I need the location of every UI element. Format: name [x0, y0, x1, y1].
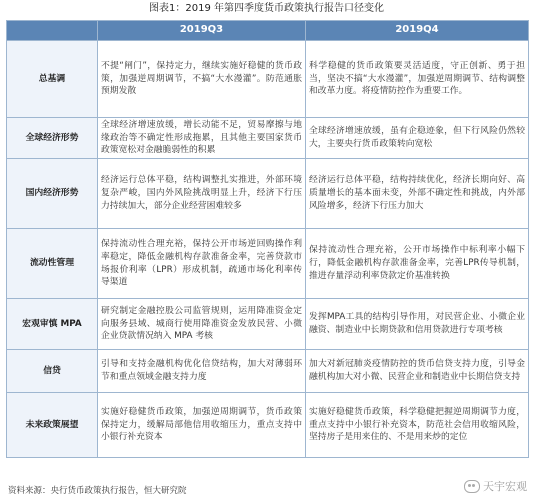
source-note: 资料来源：央行货币政策执行报告，恒大研究院: [8, 486, 187, 496]
header-blank: [7, 21, 98, 41]
table-row: [7, 393, 529, 458]
q4-cell: 科学稳健的货币政策要灵活适度，守正创新、勇于担当，坚决不搞“大水漫灌”，加强逆周期调节、结构调整和改革力度。将疫情防控作为重要工作。: [306, 41, 529, 118]
table-row: [7, 299, 529, 350]
table-row: [7, 41, 529, 118]
row-category: 未来政策展望: [7, 393, 98, 458]
q3-cell: 保持流动性合理充裕，保持公开市场逆回购操作利率稳定，降低金融机构存款准备金率，完善贷款市场报价利率（LPR）形成机制，疏通市场化利率传导渠道: [98, 229, 306, 299]
row-category: 流动性管理: [7, 229, 98, 299]
q4-cell: 全球经济增速放缓，虽有企稳迹象，但下行风险仍然较大，主要央行货币政策转向宽松: [306, 118, 529, 159]
comparison-table: [6, 20, 529, 458]
q3-cell: 实施好稳健货币政策，加强逆周期调节，货币政策保持定力，缓解局部他信用收缩压力，重点支持中小银行补充资本: [98, 393, 306, 458]
q3-cell: 研究制定金融控股公司监管规则，运用降准资金定向服务县域、城商行使用降准资金发放民营、小微企业贷款情况纳入 MPA 考核: [98, 299, 306, 350]
q3-cell: 全球经济增速放缓，增长动能不足，贸易摩擦与地缘政治等不确定性形成拖累，且其他主要国家货币政策宽松对金融脆弱性的积累: [98, 118, 306, 159]
row-category: 国内经济形势: [7, 159, 98, 229]
q4-cell: 加大对新冠肺炎疫情防控的货币信贷支持力度，引导金融机构加大对小微、民营企业和制造业中长期信贷支持: [306, 350, 529, 393]
q3-cell: 不提“闸门”，保持定力，继续实施好稳健的货币政策，加强逆周期调节，不搞“大水漫灌”。防范通胀预期发散: [98, 41, 306, 118]
watermark-text: 天宇宏观: [483, 480, 527, 493]
row-category: 信贷: [7, 350, 98, 393]
wechat-icon: [464, 480, 480, 493]
q4-cell: 实施好稳健货币政策，科学稳健把握逆周期调节力度，重点支持中小银行补充资本，防范社会信用收缩风险，坚持房子是用来住的、不是用来炒的定位: [306, 393, 529, 458]
row-category: 全球经济形势: [7, 118, 98, 159]
table-row: [7, 118, 529, 159]
q3-cell: 经济运行总体平稳，结构调整扎实推进，外部环境复杂严峻，国内外风险挑战明显上升，经济下行压力持续加大，部分企业经营困难较多: [98, 159, 306, 229]
q4-cell: 经济运行总体平稳，结构持续优化，经济长期向好、高质量增长的基本面未变，外部不确定性和挑战，内外部风险增多，经济下行压力加大: [306, 159, 529, 229]
watermark: [464, 478, 527, 494]
q4-cell: 发挥MPA工具的结构引导作用，对民营企业、小微企业融资、制造业中长期贷款和信用贷款进行专项考核: [306, 299, 529, 350]
table-row: [7, 229, 529, 299]
row-category: 宏观审慎 MPA: [7, 299, 98, 350]
q4-cell: 保持流动性合理充裕，公开市场操作中标利率小幅下行，降低金融机构存款准备金率，完善LPR传导机制，推进存量浮动利率贷款定价基准转换: [306, 229, 529, 299]
header-2019q4: 2019Q4: [306, 21, 529, 41]
table-row: [7, 159, 529, 229]
table-title: 图表1：2019 年第四季度货币政策执行报告口径变化: [149, 3, 384, 14]
q3-cell: 引导和支持金融机构优化信贷结构，加大对薄弱环节和重点领域金融支持力度: [98, 350, 306, 393]
table-row: [7, 350, 529, 393]
row-category: 总基调: [7, 41, 98, 118]
header-row: [7, 21, 529, 41]
header-2019q3: 2019Q3: [98, 21, 306, 41]
